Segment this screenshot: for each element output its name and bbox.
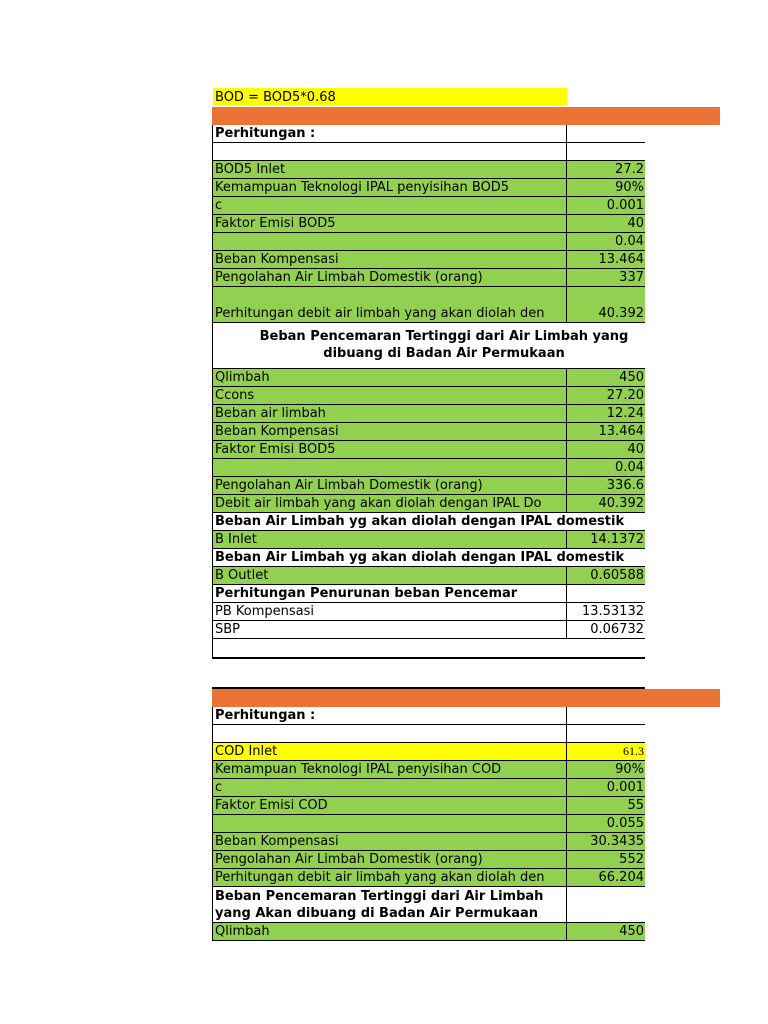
section-header-bar [212,689,720,707]
row-label[interactable]: Perhitungan debit air limbah yang akan diolah den [212,287,567,323]
row-label[interactable]: c [212,197,567,215]
row-label[interactable]: c [212,779,567,797]
row-value[interactable]: 337 [567,269,645,287]
row-label[interactable]: Kemampuan Teknologi IPAL penyisihan BOD5 [212,179,567,197]
row-label[interactable]: Beban Kompensasi [212,251,567,269]
table-row[interactable] [212,125,645,143]
row-label[interactable]: Ccons [212,387,567,405]
row-label[interactable]: Beban Kompensasi [212,423,567,441]
table-row[interactable] [212,815,645,833]
table-row[interactable] [212,459,645,477]
section-header-bar [212,107,720,125]
table-row[interactable] [212,251,645,269]
table-row[interactable] [212,851,645,869]
row-label[interactable]: Beban air limbah [212,405,567,423]
row-label[interactable]: Debit air limbah yang akan diolah dengan IPAL Do [212,495,567,513]
row-value[interactable]: 13.53132 [567,603,645,621]
table-row[interactable] [212,531,645,549]
table-row[interactable] [212,495,645,513]
row-value[interactable]: 0.60588 [567,567,645,585]
table-row[interactable] [212,369,645,387]
table-row[interactable] [212,233,645,251]
table-row[interactable] [212,477,645,495]
row-value[interactable]: 40 [567,215,645,233]
table-row[interactable] [212,197,645,215]
row-label[interactable]: SBP [212,621,567,639]
row-value[interactable]: 450 [567,923,645,941]
perhitungan-header[interactable]: Perhitungan : [212,707,567,725]
row-label[interactable]: Faktor Emisi BOD5 [212,215,567,233]
cell[interactable] [567,585,645,603]
table-row[interactable] [212,549,645,567]
cell[interactable] [212,725,567,743]
row-label[interactable]: Faktor Emisi BOD5 [212,441,567,459]
beban-pencemaran-heading[interactable]: Beban Pencemaran Tertinggi dari Air Limbah yang dibuang di Badan Air Permukaan [212,323,645,369]
row-label[interactable]: BOD5 Inlet [212,161,567,179]
cell[interactable] [567,887,645,923]
cell[interactable] [567,725,645,743]
row-value[interactable]: 61.3 [567,743,645,761]
row-value[interactable]: 0.06732 [567,621,645,639]
row-label[interactable]: Pengolahan Air Limbah Domestik (orang) [212,851,567,869]
table-row[interactable] [212,725,645,743]
table-row[interactable] [212,423,645,441]
table-row[interactable] [212,567,645,585]
perhitungan-header[interactable]: Perhitungan : [212,125,567,143]
table-row[interactable] [212,161,645,179]
table-row[interactable] [212,441,645,459]
row-value[interactable]: 90% [567,761,645,779]
row-value[interactable]: 40.392 [567,495,645,513]
cod-table [212,707,645,941]
row-label[interactable]: B Inlet [212,531,567,549]
beban-pencemaran-heading[interactable]: Beban Pencemaran Tertinggi dari Air Limbah yang Akan dibuang di Badan Air Permukaan [212,887,567,923]
row-value[interactable]: 0.001 [567,197,645,215]
table-row[interactable] [212,869,645,887]
table-row[interactable] [212,585,645,603]
table-row[interactable] [212,797,645,815]
divider [212,687,645,689]
table-row[interactable] [212,887,645,923]
row-label[interactable]: Qlimbah [212,369,567,387]
row-label[interactable]: Pengolahan Air Limbah Domestik (orang) [212,269,567,287]
row-label[interactable]: Perhitungan debit air limbah yang akan diolah den [212,869,567,887]
table-row[interactable] [212,639,645,659]
row-value[interactable]: 0.055 [567,815,645,833]
table-row[interactable] [212,405,645,423]
table-row[interactable] [212,621,645,639]
row-label[interactable]: PB Kompensasi [212,603,567,621]
row-value[interactable]: 27.20 [567,387,645,405]
row-value[interactable]: 40.392 [567,287,645,323]
table-row[interactable] [212,743,645,761]
row-label[interactable]: COD Inlet [212,743,567,761]
row-label[interactable] [212,815,567,833]
table-row[interactable] [212,269,645,287]
row-value[interactable]: 14.1372 [567,531,645,549]
row-value[interactable]: 30.3435 [567,833,645,851]
row-label[interactable]: Faktor Emisi COD [212,797,567,815]
row-value[interactable]: 12.24 [567,405,645,423]
row-label[interactable]: Pengolahan Air Limbah Domestik (orang) [212,477,567,495]
cell[interactable] [567,125,645,143]
table-row[interactable] [212,143,645,161]
row-value[interactable]: 13.464 [567,423,645,441]
cell[interactable] [212,143,567,161]
row-value[interactable]: 0.04 [567,459,645,477]
table-row[interactable] [212,287,645,323]
bod-table [212,125,645,659]
cell[interactable] [567,143,645,161]
table-row[interactable] [212,513,645,531]
row-value[interactable]: 13.464 [567,251,645,269]
row-label[interactable]: Beban Kompensasi [212,833,567,851]
table-row[interactable] [212,833,645,851]
table-row[interactable] [212,179,645,197]
table-row[interactable] [212,215,645,233]
row-label[interactable] [212,459,567,477]
row-value[interactable]: 90% [567,179,645,197]
row-value[interactable]: 552 [567,851,645,869]
cell[interactable] [567,707,645,725]
table-row[interactable] [212,761,645,779]
table-row[interactable] [212,923,645,941]
table-row[interactable] [212,603,645,621]
row-value[interactable]: 40 [567,441,645,459]
row-label[interactable]: Qlimbah [212,923,567,941]
table-row[interactable] [212,387,645,405]
row-label[interactable]: B Outlet [212,567,567,585]
beban-outlet-heading[interactable]: Beban Air Limbah yg akan diolah dengan IPAL domestik [212,549,645,567]
row-value[interactable]: 450 [567,369,645,387]
bod-formula[interactable]: BOD = BOD5*0.68 [213,88,567,106]
beban-inlet-heading[interactable]: Beban Air Limbah yg akan diolah dengan IPAL domestik [212,513,645,531]
table-row[interactable] [212,779,645,797]
row-value[interactable]: 66.204 [567,869,645,887]
row-value[interactable]: 336.6 [567,477,645,495]
row-value[interactable]: 27.2 [567,161,645,179]
penurunan-heading[interactable]: Perhitungan Penurunan beban Pencemar [212,585,567,603]
table-row[interactable] [212,707,645,725]
row-value[interactable]: 0.04 [567,233,645,251]
row-value[interactable]: 55 [567,797,645,815]
row-label[interactable] [212,233,567,251]
row-label[interactable]: Kemampuan Teknologi IPAL penyisihan COD [212,761,567,779]
row-value[interactable]: 0.001 [567,779,645,797]
